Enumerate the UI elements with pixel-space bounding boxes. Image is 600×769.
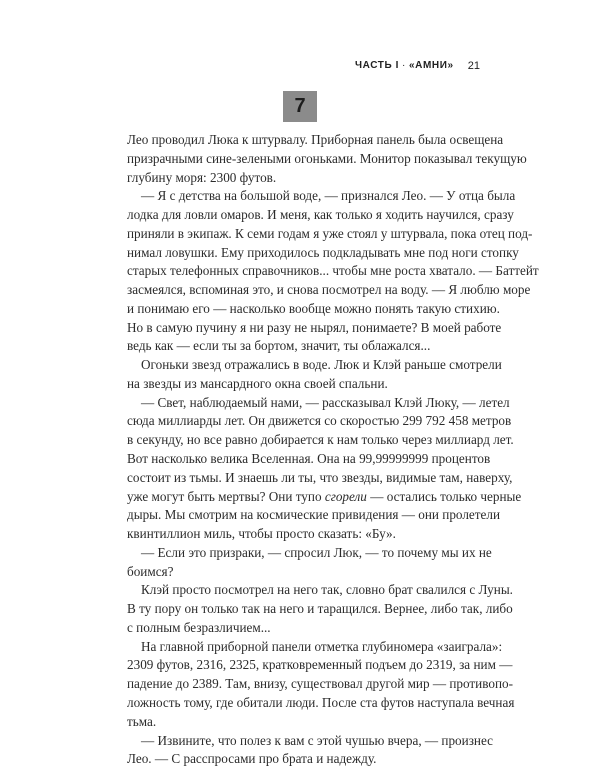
text-line: засмеялся, вспоминая это, и снова посмотрел на воду. — Я люблю море [127, 282, 531, 298]
part-title: «АМНИ» [408, 60, 454, 71]
text-line: квинтиллион миль, чтобы просто сказать: «Бу». [127, 526, 396, 542]
part-label: ЧАСТЬ I [355, 60, 400, 71]
header-separator: · [402, 60, 406, 71]
text-line: призрачными сине-зелеными огоньками. Монитор показывал текущую [127, 150, 527, 166]
running-header [355, 60, 480, 76]
text-line: нимал ловушки. Ему приходилось подкладывать мне под ноги стопку [127, 244, 519, 260]
text-line: В ту пору он только так на него и таращился. Вернее, либо так, либо [127, 601, 513, 617]
text-fragment: — остались только черные [366, 488, 522, 504]
text-line: старых телефонных справочников... чтобы мне роста хватало. — Баттейт [127, 263, 539, 279]
text-line: Огоньки звезд отражались в воде. Люк и Клэй раньше смотрели [141, 357, 502, 373]
text-line-with-emphasis [127, 488, 522, 507]
text-fragment: уже могут быть мертвы? Они тупо [127, 488, 325, 504]
text-line: Вот насколько велика Вселенная. Она на 99,99999999 процентов [127, 451, 491, 467]
text-line: состоит из тьмы. И знаешь ли ты, что звезды, видимые там, наверху, [127, 469, 513, 485]
text-line: ведь как — если ты за бортом, значит, ты облажался... [127, 338, 431, 354]
text-line: — Если это призраки, — спросил Люк, — то почему мы их не [141, 544, 492, 560]
text-line: — Извините, что полез к вам с этой чушью вчера, — произнес [141, 732, 493, 748]
text-line: Лео. — С расспросами про брата и надежду. [127, 751, 377, 767]
text-line: На главной приборной панели отметка глубиномера «заиграла»: [141, 638, 503, 654]
text-line: боимся? [127, 563, 174, 579]
text-line: — Свет, наблюдаемый нами, — рассказывал Клэй Люку, — летел [141, 394, 510, 410]
text-line: на звезды из мансардного окна своей спальни. [127, 375, 388, 391]
page-number: 21 [467, 60, 480, 72]
text-line: 2309 футов, 2316, 2325, кратковременный подъем до 2319, за ним — [127, 657, 513, 673]
text-line: приняли в экипаж. К семи годам я уже стоял у штурвала, пока отец под- [127, 225, 533, 241]
text-line: ложность тому, где обитали люди. После ста футов наступала вечная [127, 694, 515, 710]
text-line: глубину моря: 2300 футов. [127, 169, 277, 185]
text-line: лодка для ловли омаров. И меня, как только я ходить научился, сразу [127, 207, 514, 223]
text-line: в секунду, но все равно добирается к нам только через миллиард лет. [127, 432, 514, 448]
text-line: и понимаю его — насколько вообще можно понять такую стихию. [127, 300, 500, 316]
emphasized-word: сгорели [324, 488, 367, 504]
text-line: с полным безразличием... [127, 619, 271, 635]
text-line: Лео проводил Люка к штурвалу. Приборная панель была освещена [127, 132, 504, 147]
body-text [127, 131, 539, 769]
text-line: — Я с детства на большой воде, — признался Лео. — У отца была [141, 188, 516, 204]
text-line: Клэй просто посмотрел на него так, словно брат свалился с Луны. [141, 582, 513, 598]
text-line: сюда миллиарды лет. Он движется со скоростью 299 792 458 метров [127, 413, 512, 429]
chapter-number-badge [283, 91, 317, 122]
text-line: тьма. [127, 713, 157, 729]
text-line: дыры. Мы смотрим на космические привидения — они пролетели [127, 507, 501, 523]
text-line: Но в самую пучину я ни разу не нырял, понимаете? В моей работе [127, 319, 502, 335]
text-line: падение до 2389. Там, внизу, существовал другой мир — противопо- [127, 676, 514, 692]
chapter-number: 7 [294, 95, 306, 117]
